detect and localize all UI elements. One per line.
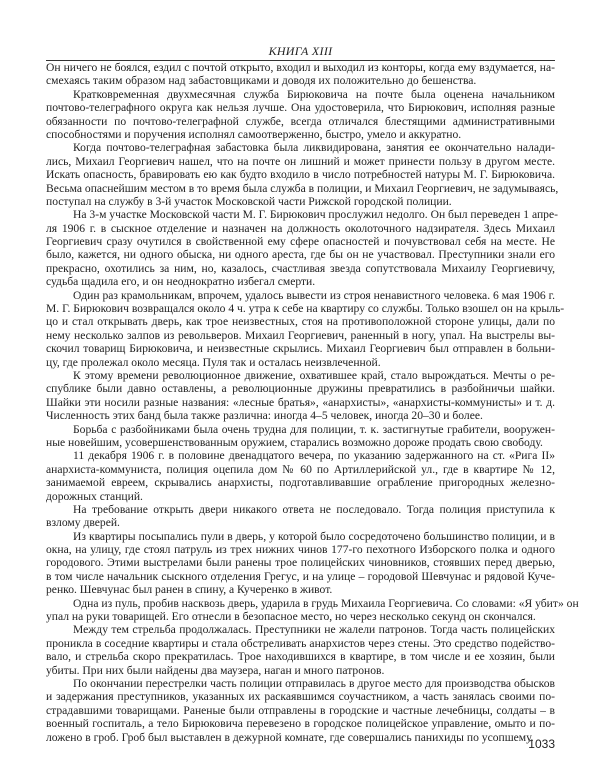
text-line: почтово-телеграфного округа как нельзя лучше. Она удостоверила, что Бирюкович, исполняя разные	[46, 101, 555, 115]
text-line: нему несколько залпов из револьверов. Михаил Георгиевич, раненный в ногу, упал. На выстрелы вы-	[46, 328, 555, 342]
text-line: и задержания преступников, указанных их раскаявшимся соучастником, а часть занялась своими по-	[46, 690, 555, 704]
text-line: На 3-м участке Московской части М. Г. Бирюкович прослужил недолго. Он был переведен 1 апре-	[73, 208, 558, 222]
text-line: цо и стал открывать дверь, как трое неизвестных, стоя на противоположной стороне улицы, дали по	[46, 315, 555, 329]
text-line: ренко. Шевчунас был ранен в спину, а Кучеренко в живот.	[46, 583, 333, 597]
paragraph	[46, 449, 555, 503]
paragraph	[46, 369, 555, 423]
text-line: По окончании перестрелки часть полиции отправилась в другое место для производства обысков	[73, 676, 555, 690]
text-line: было, кажется, ни одного обыска, ни одного ареста, где бы он не участвовал. Преступники знали его	[46, 248, 555, 262]
text-line: лись, Михаил Георгиевич нашел, что на почте он лишний и может принести пользу в другом месте.	[46, 154, 555, 168]
text-line: военный госпиталь, а тело Бирюковича перевезено в городское полицейское управление, омыто и по-	[46, 717, 555, 731]
text-line: анархиста-коммуниста, полиция оцепила дом № 60 по Артиллерийской ул., где в квартире № 12,	[46, 462, 555, 476]
text-line: Шайки эти носили разные названия: «лесные братья», «анархисты», «анархисты-коммунисты» и т. д.	[46, 395, 555, 409]
text-line: поступал на службу в 3-й участок Московской части Рижской городской полиции.	[46, 194, 452, 208]
paragraph	[46, 623, 555, 677]
paragraph	[46, 141, 559, 208]
text-line: ные новейшим, усовершенствованным оружием, старались возможно дороже продать свою свободу.	[46, 435, 543, 449]
body-text	[46, 61, 579, 744]
paragraph	[46, 208, 558, 289]
text-line: прекрасно, охотились за ним, но, казалось, счастливая звезда сопутствовала Михаилу Георгиевичу,	[46, 261, 555, 275]
text-line: дорожных станций.	[46, 489, 143, 503]
text-line: спублике были давно оставлены, а революционные дружины превратились в разбойничьи шайки.	[46, 382, 555, 396]
paragraph	[46, 88, 555, 142]
text-line: упал на руки товарищей. Его отнесли в безопасное место, но через несколько секунд он скончался.	[46, 610, 536, 624]
paragraph	[46, 503, 555, 530]
text-line: Одна из пуль, пробив насквозь дверь, ударила в грудь Михаила Георгиевича. Со словами: «Я убит» он	[73, 596, 579, 610]
text-line: ложено в гроб. Гроб был выставлен в дежурной комнате, где совершались панихиды по усопшему.	[46, 730, 534, 744]
paragraph	[46, 61, 555, 88]
paragraph	[46, 596, 579, 624]
text-line: окна, на улицу, где стоял патруль из трех нижних чинов 177-го пехотного Изборского полка и одного	[46, 543, 555, 557]
text-line: взлому дверей.	[46, 516, 120, 530]
paragraph	[46, 288, 565, 369]
text-line: в том числе начальник сыскного отделения Грегус, и на улице – городовой Шевчунас и рядовой Куче-	[46, 569, 555, 583]
page-number: 1033	[528, 737, 555, 751]
text-line: цу, где пролежал около месяца. Пуля так и осталась неизвлеченной.	[46, 355, 381, 369]
text-line: Численность этих банд была также различна: иногда 4–5 человек, иногда 20–30 и более.	[46, 409, 483, 423]
text-line: смехаясь таким образом над забастовщиками и доводя их положительно до бешенства.	[46, 74, 477, 88]
text-line: На требование открыть двери никакого ответа не последовало. Тогда полиция приступила к	[73, 502, 555, 516]
text-line: городового. Этими выстрелами были ранены трое полицейских чиновников, стоявших перед дверью,	[46, 556, 555, 570]
text-line: способностями и поручения исполнял самоотверженно, быстро, умело и аккуратно.	[46, 127, 462, 141]
text-line: Один раз крамольникам, впрочем, удалось вывести из строя ненавистного человека. 6 мая 1906 г.	[73, 288, 555, 302]
text-line: Между тем стрельба продолжалась. Преступники не жалели патронов. Тогда часть полицейских	[73, 623, 555, 637]
text-line: Искать опасность, бравировать ею как будто входило в число потребностей натуры М. Г. Бирюковича.	[46, 168, 555, 182]
text-line: обязанности по почтово-телеграфной службе, всегда отличался блестящими административными	[46, 114, 555, 128]
text-line: Борьба с разбойниками была очень трудна для полиции, т. к. застигнутые грабители, вооружен-	[73, 422, 555, 436]
text-line: Кратковременная двухмесячная служба Бирюковича на почте была оценена начальником	[73, 87, 555, 101]
paragraph	[46, 423, 555, 450]
text-line: занимаемой евреем, скрывались анархисты, подготавливавшие ограбление пригородных железно-	[46, 476, 555, 490]
paragraph	[46, 530, 555, 597]
text-line: проникла в соседние квартиры и стала обстреливать анархистов через стены. Это средство подейство-	[46, 636, 555, 650]
text-line: скочил товарищ Бирюковича, и неизвестные скрылись. Михаил Георгиевич был отправлен в больни-	[46, 342, 555, 356]
text-line: убиты. При них были найдены два маузера, наган и много патронов.	[46, 663, 385, 677]
text-line: ля 1906 г. в сыскное отделение и назначен на должность околоточного надзирателя. Здесь Михаил	[46, 221, 555, 235]
text-line: вало, и стрельба скоро прекратилась. Трое находившихся в квартире, в том числе и ее хозяин, были	[46, 650, 555, 664]
text-line: Георгиевич сразу очутился в свойственной ему сфере опасностей и почувствовал себя на месте. Не	[46, 235, 555, 249]
text-line: Он ничего не боялся, ездил с почтой открыто, входил и выходил из конторы, когда ему вздумается, на-	[46, 61, 555, 74]
text-line: Из квартиры посыпались пули в дверь, у которой было сосредоточено большинство полиции, и в	[73, 529, 555, 543]
text-line: страдавшими товарищами. Раненые были отправлены в городские и частные лечебницы, солдаты – в	[46, 703, 555, 717]
text-line: К этому времени революционное движение, охватившее край, стало вырождаться. Мечты о ре-	[73, 368, 555, 382]
paragraph	[46, 677, 555, 744]
text-line: 11 декабря 1906 г. в половине двенадцатого вечера, по указанию задержанного на ст. «Рига II»	[73, 449, 555, 463]
text-line: М. Г. Бирюкович возвращался около 4 ч. утра к себе на квартиру со службы. Только взошел он на крыль-	[46, 302, 565, 316]
text-line: Весьма опаснейшим местом в то время была служба в полиции, и Михаил Георгиевич, не задумываясь,	[46, 181, 559, 195]
text-line: Когда почтово-телеграфная забастовка была ликвидирована, занятия ее окончательно налади-	[73, 141, 555, 155]
running-header: КНИГА XIII	[268, 44, 333, 58]
text-line: судьба щадила его, и он неоднократно избегал смерти.	[46, 275, 316, 289]
